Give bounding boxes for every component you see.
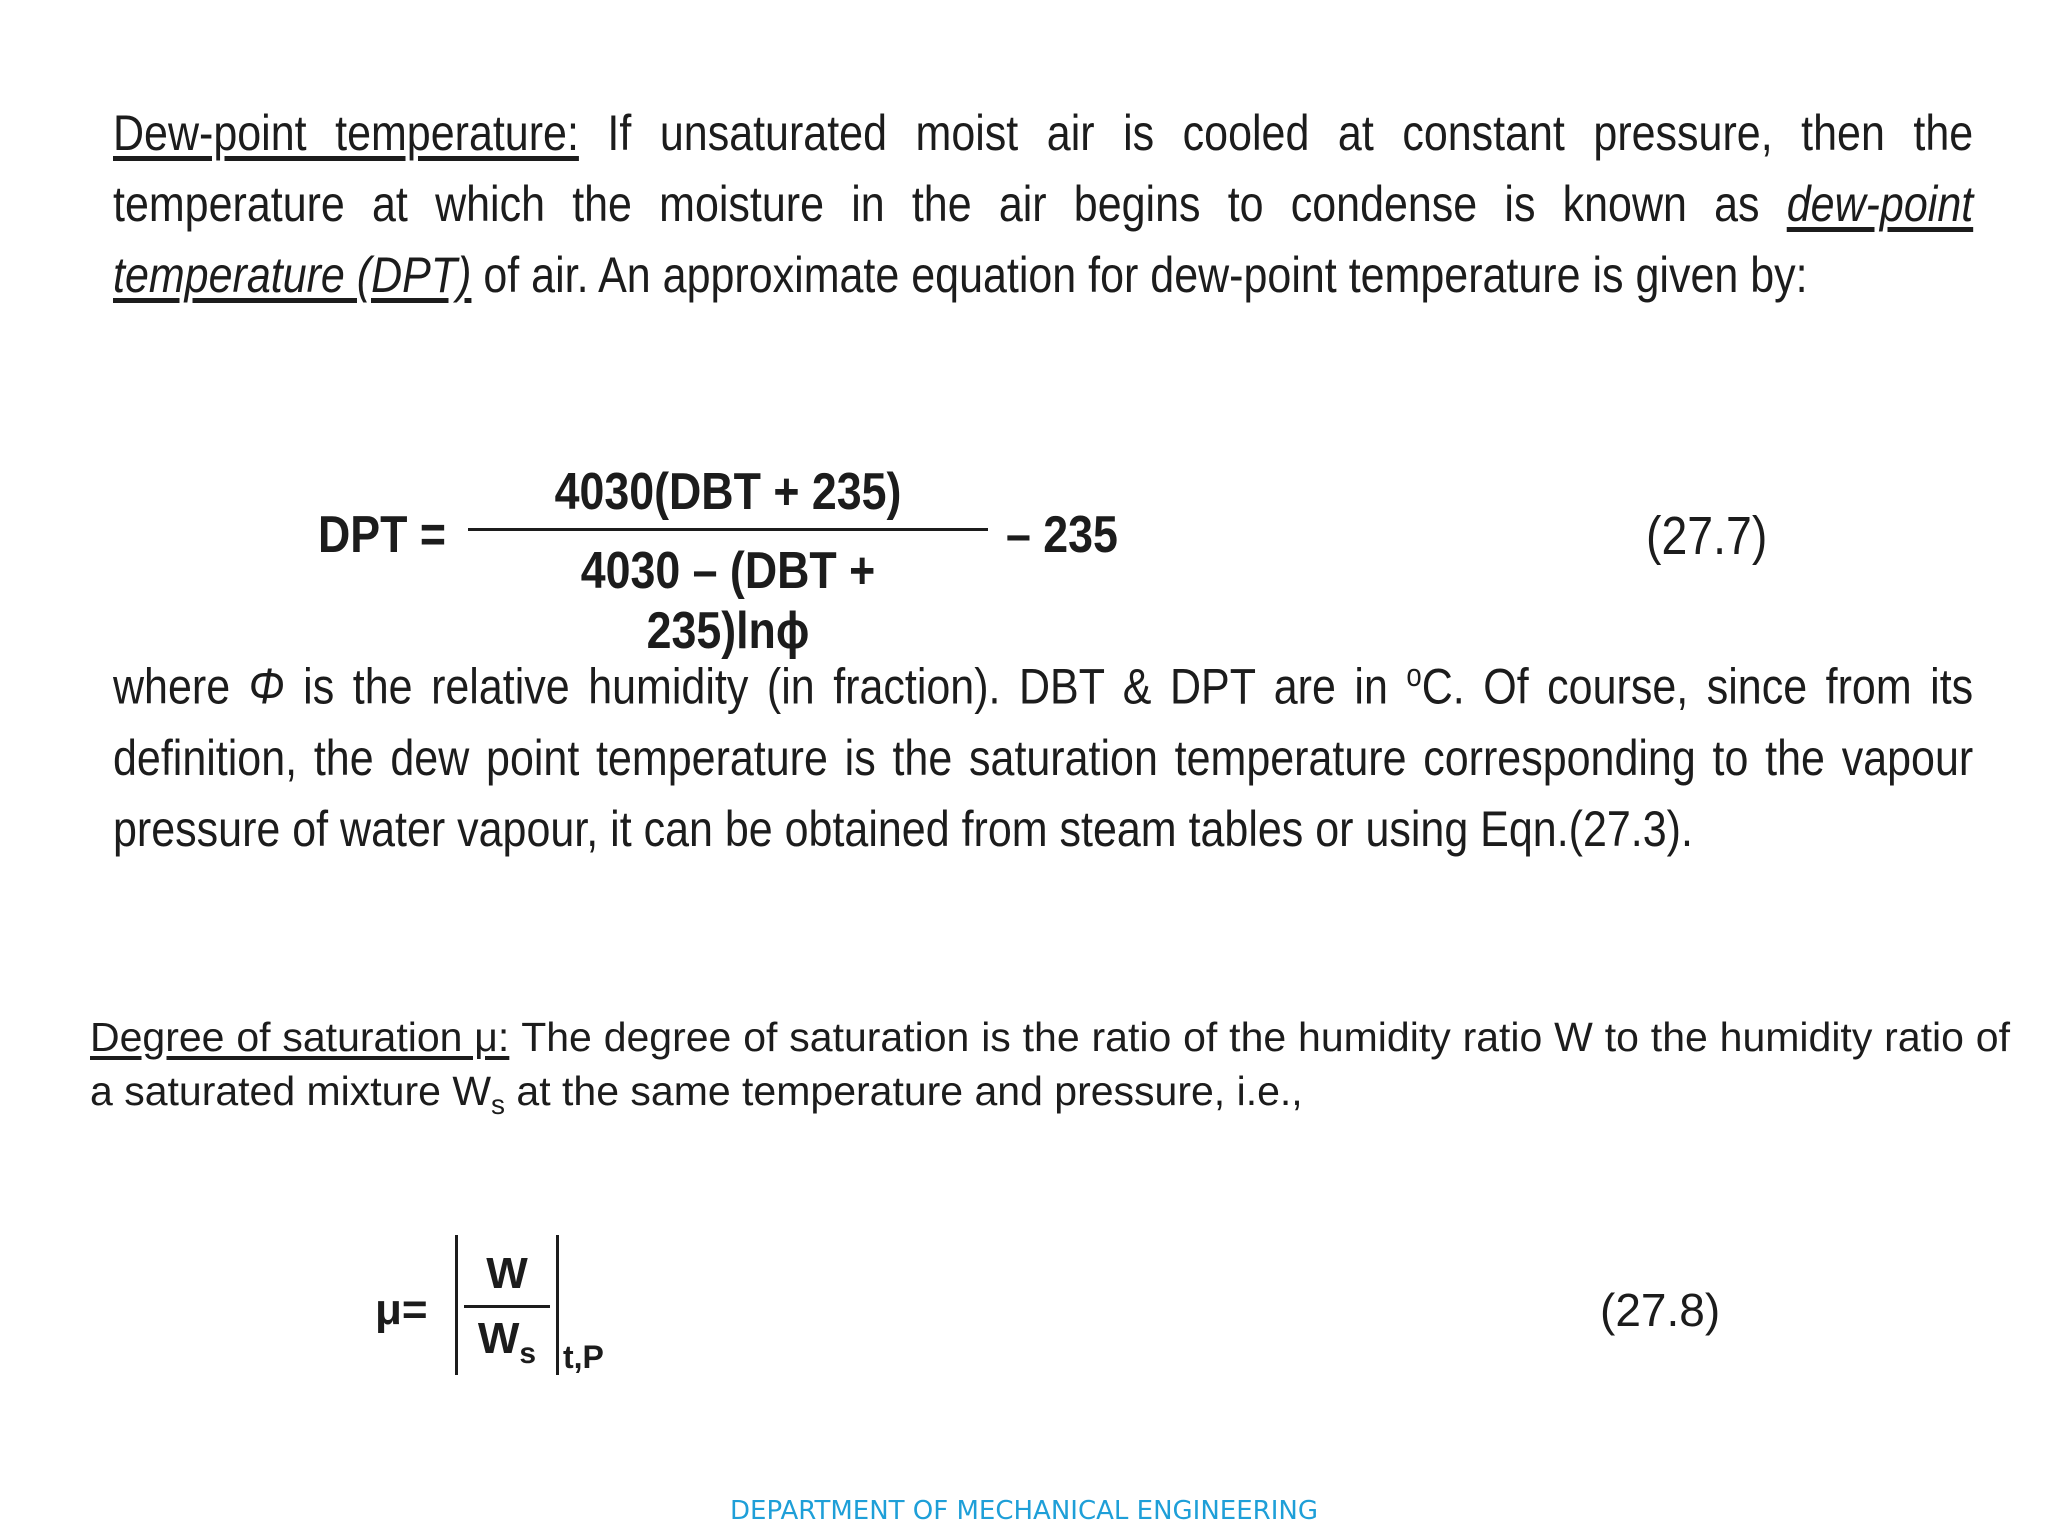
fraction-bar	[464, 1305, 550, 1308]
dew-point-heading: Dew-point temperature:	[113, 105, 579, 161]
dew-point-intro-2: of air. An approximate equation for dew-point temperature is given by:	[471, 247, 1808, 303]
mu-equation-denominator	[458, 1314, 556, 1371]
where-text-3: C. Of course, since from its definition, the dew point temperature is the saturation temperature corresponding to the vapour pressure of water vapour, it can be obtained from steam tables or using Eqn.(27.3).	[113, 658, 1974, 857]
saturation-heading: Degree of saturation μ:	[90, 1014, 510, 1060]
footer-department: DEPARTMENT OF MECHANICAL ENGINEERING	[730, 1496, 1318, 1526]
where-text-2: is the relative humidity (in fraction). DBT & DPT are in	[284, 658, 1407, 715]
dpt-equation-lhs: DPT =	[318, 506, 446, 564]
degree-of-saturation-definition	[90, 1010, 2010, 1132]
degree-symbol: o	[1406, 657, 1422, 693]
mu-equation-lhs: μ=	[375, 1285, 428, 1334]
fraction-bar	[468, 528, 988, 531]
dpt-equation-denominator: 4030 – (DBT + 235)lnϕ	[580, 542, 876, 660]
mu-denominator-sub: s	[519, 1336, 537, 1370]
dpt-equation-tail: – 235	[1006, 506, 1118, 564]
dpt-term: dew-point temperature (DPT)	[113, 176, 1974, 303]
saturation-sub-s: s	[491, 1089, 506, 1121]
dew-point-explanation	[113, 640, 1973, 865]
mu-equation-fraction	[455, 1235, 559, 1375]
mu-equation-number: (27.8)	[1600, 1284, 1721, 1336]
dew-point-intro-1: If unsaturated moist air is cooled at constant pressure, then the temperature at which the moisture in the air begins to condense is known as	[113, 105, 1974, 232]
saturation-text-1: The degree of saturation is the ratio of the humidity ratio W to the humidity ratio of a saturated mixture W	[90, 1014, 2010, 1114]
mu-equation-subscript: t,P	[563, 1339, 604, 1375]
mu-equation	[375, 1235, 1775, 1385]
dew-point-definition	[113, 98, 1973, 311]
mu-equation-numerator: W	[486, 1249, 528, 1298]
where-text-1: where	[113, 658, 249, 715]
dpt-equation-number: (27.7)	[1646, 506, 1768, 566]
dpt-equation-numerator: 4030(DBT + 235)	[554, 463, 902, 521]
dpt-equation-fraction	[468, 462, 988, 661]
mu-denominator-w: W	[477, 1314, 520, 1363]
dpt-equation	[318, 462, 1818, 660]
saturation-text-2: at the same temperature and pressure, i.e.,	[505, 1068, 1303, 1114]
phi-symbol: Φ	[248, 658, 285, 715]
